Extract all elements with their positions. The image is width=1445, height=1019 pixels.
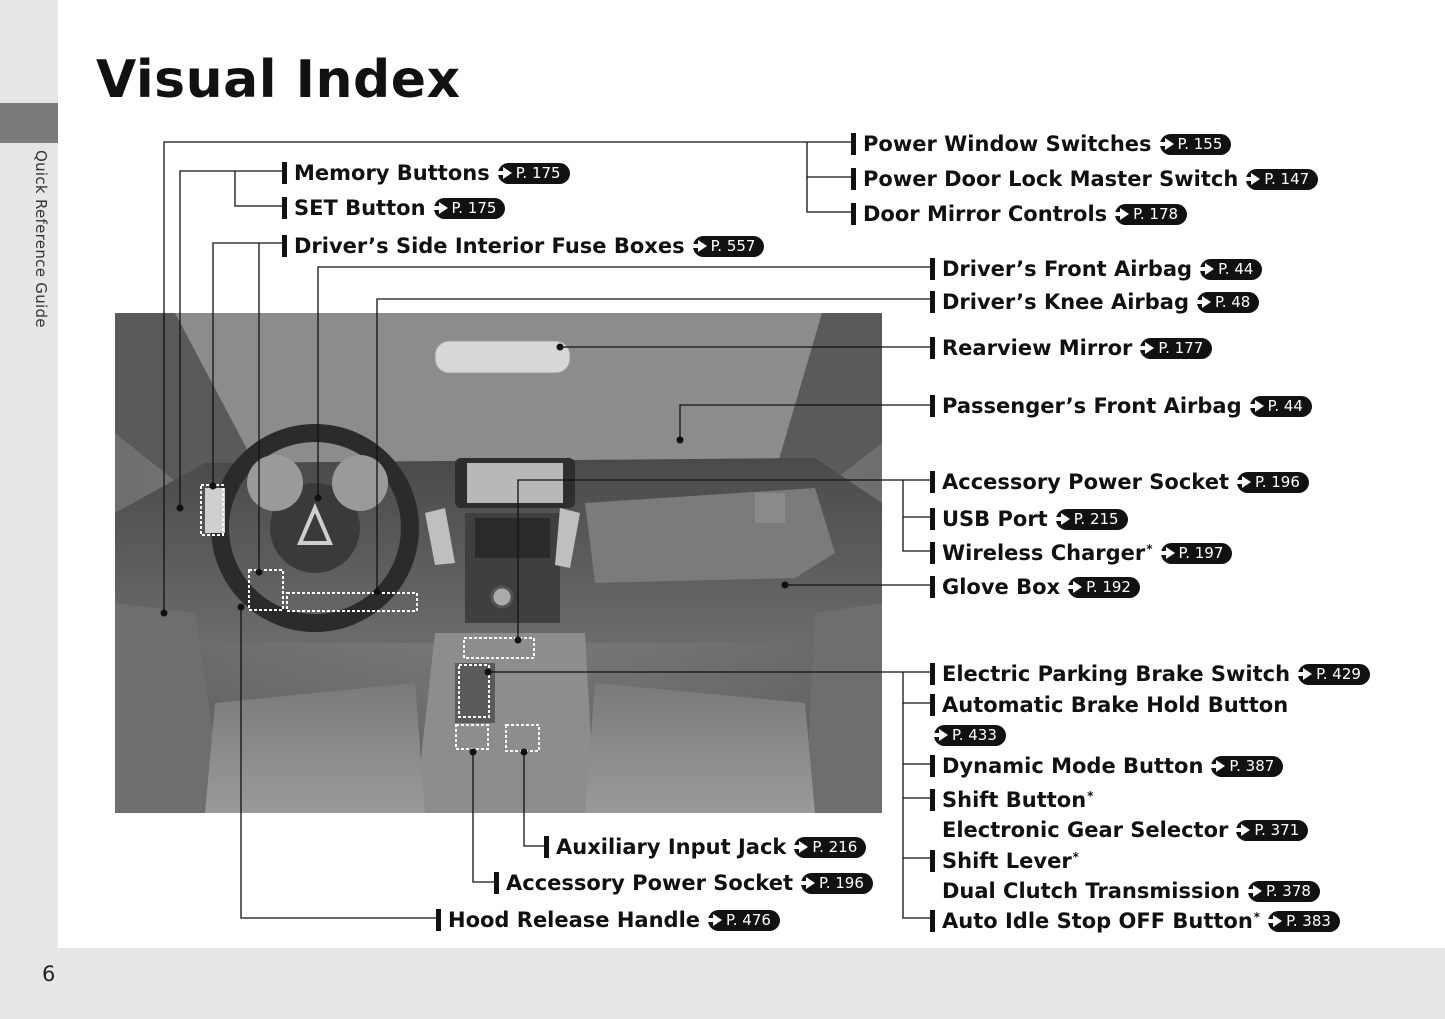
page-title: Visual Index: [96, 50, 461, 110]
callout-aux-input-jack: Auxiliary Input Jack P. 216: [544, 833, 866, 861]
callout-shift-button-sub: Electronic Gear Selector P. 371: [942, 816, 1308, 844]
arrow-icon: [806, 877, 815, 889]
dashboard-illustration: [115, 313, 882, 813]
section-tab-marker: [0, 103, 58, 143]
page-ref-link[interactable]: P. 216: [794, 837, 866, 858]
arrow-icon: [713, 914, 722, 926]
page-ref-link[interactable]: P. 175: [434, 198, 506, 219]
callout-fuse-boxes: Driver’s Side Interior Fuse Boxes P. 557: [282, 232, 764, 260]
page-ref-link[interactable]: P. 197: [1161, 543, 1233, 564]
callout-memory-buttons: Memory Buttons P. 175: [282, 159, 570, 187]
page-ref-link[interactable]: P. 175: [498, 163, 570, 184]
callout-auto-idle-stop: Auto Idle Stop OFF Button * P. 383: [930, 907, 1340, 935]
page-ref-link[interactable]: P. 178: [1115, 204, 1187, 225]
page-ref-link[interactable]: P. 429: [1298, 664, 1370, 685]
arrow-icon: [1216, 760, 1225, 772]
callout-drivers-front-airbag: Driver’s Front Airbag P. 44: [930, 255, 1262, 283]
callout-power-door-lock: Power Door Lock Master Switch P. 147: [851, 165, 1318, 193]
callout-brake-hold-ref: [930, 721, 1006, 749]
page-ref-link[interactable]: P. 433: [934, 725, 1006, 746]
page-ref-link[interactable]: P. 557: [693, 236, 765, 257]
arrow-icon: [698, 240, 707, 252]
arrow-icon: [1242, 476, 1251, 488]
callout-door-mirror-controls: Door Mirror Controls P. 178: [851, 200, 1187, 228]
page-ref-link[interactable]: P. 215: [1056, 509, 1128, 530]
arrow-icon: [503, 167, 512, 179]
callout-rearview-mirror: Rearview Mirror P. 177: [930, 334, 1212, 362]
callout-wireless-charger: Wireless Charger * P. 197: [930, 539, 1232, 567]
callout-dynamic-mode: Dynamic Mode Button P. 387: [930, 752, 1283, 780]
arrow-icon: [1241, 824, 1250, 836]
page-ref-link[interactable]: P. 383: [1268, 911, 1340, 932]
arrow-icon: [1073, 581, 1082, 593]
page-ref-link[interactable]: P. 44: [1250, 396, 1312, 417]
page-ref-link[interactable]: P. 387: [1211, 756, 1283, 777]
arrow-icon: [1165, 138, 1174, 150]
arrow-icon: [1303, 668, 1312, 680]
page-ref-link[interactable]: P. 192: [1068, 577, 1140, 598]
page-number: 6: [42, 962, 56, 986]
arrow-icon: [1273, 915, 1282, 927]
page-ref-link[interactable]: P. 196: [801, 873, 873, 894]
page-ref-link[interactable]: P. 48: [1197, 292, 1259, 313]
callout-parking-brake: Electric Parking Brake Switch P. 429: [930, 660, 1370, 688]
page-ref-link[interactable]: P. 147: [1246, 169, 1318, 190]
arrow-icon: [1205, 263, 1214, 275]
page-ref-link[interactable]: P. 155: [1160, 134, 1232, 155]
callout-drivers-knee-airbag: Driver’s Knee Airbag P. 48: [930, 288, 1259, 316]
callout-hood-release: Hood Release Handle P. 476: [436, 906, 780, 934]
callout-accessory-power-socket-upper: Accessory Power Socket P. 196: [930, 468, 1309, 496]
arrow-icon: [1251, 173, 1260, 185]
arrow-icon: [939, 729, 948, 741]
arrow-icon: [1202, 296, 1211, 308]
page-ref-link[interactable]: P. 177: [1140, 338, 1212, 359]
callout-shift-lever: Shift Lever *: [930, 847, 1079, 875]
arrow-icon: [1253, 885, 1262, 897]
section-side-label: Quick Reference Guide: [32, 150, 50, 328]
callout-brake-hold: Automatic Brake Hold Button: [930, 691, 1288, 719]
callout-shift-lever-sub: Dual Clutch Transmission P. 378: [942, 877, 1320, 905]
arrow-icon: [439, 202, 448, 214]
arrow-icon: [1120, 208, 1129, 220]
callout-set-button: SET Button P. 175: [282, 194, 505, 222]
page-ref-link[interactable]: P. 371: [1236, 820, 1308, 841]
callout-passengers-front-airbag: Passenger’s Front Airbag P. 44: [930, 392, 1312, 420]
arrow-icon: [1166, 547, 1175, 559]
callout-usb-port: USB Port P. 215: [930, 505, 1128, 533]
page-ref-link[interactable]: P. 196: [1237, 472, 1309, 493]
page-ref-link[interactable]: P. 476: [708, 910, 780, 931]
arrow-icon: [1145, 342, 1154, 354]
callout-accessory-power-socket-lower: Accessory Power Socket P. 196: [494, 869, 873, 897]
callout-glove-box: Glove Box P. 192: [930, 573, 1140, 601]
page-ref-link[interactable]: P. 378: [1248, 881, 1320, 902]
arrow-icon: [1255, 400, 1264, 412]
arrow-icon: [799, 841, 808, 853]
callout-shift-button: Shift Button *: [930, 786, 1093, 814]
callout-power-window-switches: Power Window Switches P. 155: [851, 130, 1231, 158]
page-ref-link[interactable]: P. 44: [1200, 259, 1262, 280]
arrow-icon: [1061, 513, 1070, 525]
